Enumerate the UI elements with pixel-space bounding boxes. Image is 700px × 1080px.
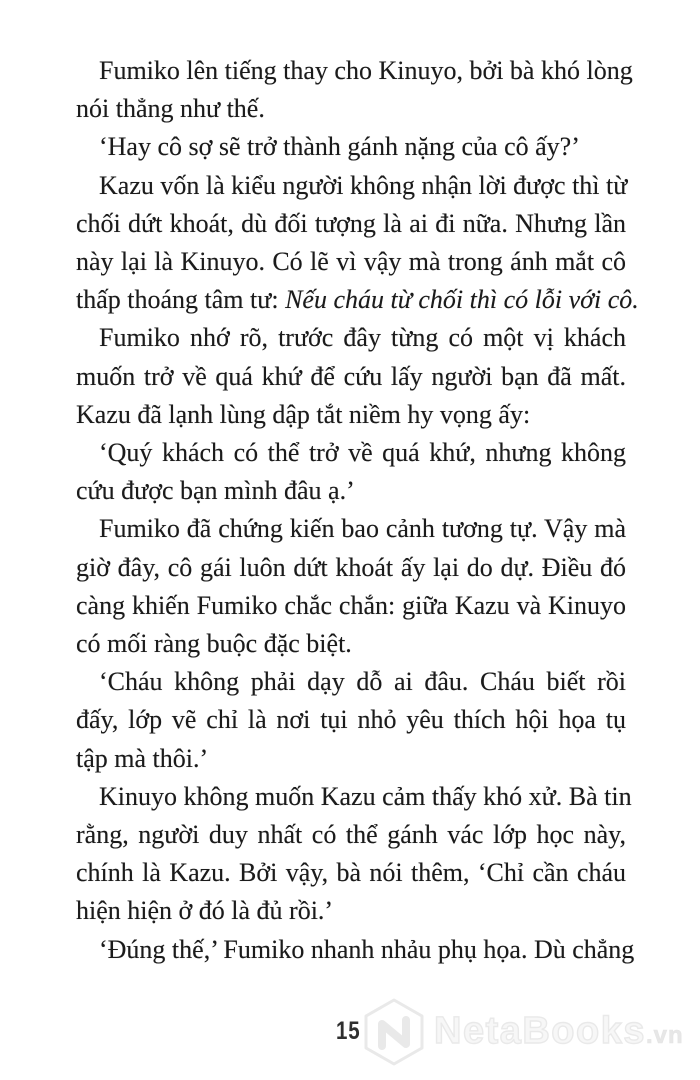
text-segment: hiện hiện ở đó là đủ rồi.’ — [76, 896, 334, 926]
text-segment: Fumiko đã chứng kiến bao cảnh tương tự. Vậy mà — [99, 514, 626, 544]
text-line — [76, 281, 639, 319]
text-segment: ‘Đúng thế,’ Fumiko nhanh nhảu phụ họa. Dù chẳng — [99, 934, 635, 964]
page-number: 15 — [336, 1017, 361, 1045]
text-line — [76, 625, 626, 663]
text-segment: giờ đây, cô gái luôn dứt khoát ấy lại do dự. Điều đó — [76, 552, 626, 582]
text-block — [76, 52, 639, 969]
text-line — [76, 128, 626, 166]
text-line — [76, 52, 633, 90]
text-line — [76, 663, 626, 701]
text-line — [76, 358, 626, 396]
text-line — [76, 90, 626, 128]
text-line — [76, 892, 626, 930]
text-segment: Fumiko nhớ rõ, trước đây từng có một vị khách — [99, 323, 626, 353]
text-segment: có mối ràng buộc đặc biệt. — [76, 629, 352, 659]
text-segment: Kazu đã lạnh lùng dập tắt niềm hy vọng ấy: — [76, 399, 531, 429]
text-segment: Kinuyo không muốn Kazu cảm thấy khó xử. Bà tin — [99, 781, 632, 811]
text-line — [76, 205, 626, 243]
watermark-brand: NetaBooks — [434, 1010, 646, 1052]
text-segment: ‘Hay cô sợ sẽ trở thành gánh nặng của cô ấy?’ — [99, 132, 580, 162]
text-segment: tập mà thôi.’ — [76, 743, 209, 773]
text-line — [76, 931, 635, 969]
text-line — [76, 778, 632, 816]
text-line — [76, 740, 626, 778]
text-segment: đấy, lớp vẽ chỉ là nơi tụi nhỏ yêu thích hội họa tụ — [76, 705, 626, 735]
text-segment: Kazu vốn là kiểu người không nhận lời được thì từ — [99, 170, 628, 200]
text-line — [76, 434, 626, 472]
page-footer — [0, 995, 700, 1075]
text-segment: chối dứt khoát, dù đối tượng là ai đi nữa. Nhưng lần — [76, 208, 626, 238]
text-segment: chính là Kazu. Bởi vậy, bà nói thêm, ‘Chỉ cần cháu — [76, 858, 626, 888]
watermark-brand-text — [434, 1010, 684, 1053]
text-segment: ‘Cháu không phải dạy dỗ ai đâu. Cháu biết rồi — [99, 667, 626, 697]
text-segment: Nếu cháu từ chối thì có lỗi với cô. — [285, 285, 639, 315]
text-segment: cứu được bạn mình đâu ạ.’ — [76, 476, 355, 506]
text-line — [76, 319, 626, 357]
text-line — [76, 701, 626, 739]
text-segment: nói thẳng như thế. — [76, 94, 265, 124]
text-line — [76, 243, 626, 281]
text-segment: thấp thoáng tâm tư: — [76, 285, 286, 315]
text-line — [76, 549, 626, 587]
text-segment: này lại là Kinuyo. Có lẽ vì vậy mà trong ánh mắt cô — [76, 247, 626, 277]
text-line — [76, 396, 626, 434]
text-line — [76, 854, 626, 892]
text-segment: càng khiến Fumiko chắc chắn: giữa Kazu và Kinuyo — [76, 590, 626, 620]
text-line — [76, 472, 626, 510]
text-line — [76, 816, 626, 854]
watermark-suffix: .vn — [646, 1022, 684, 1049]
text-line — [76, 587, 626, 625]
text-segment: rằng, người duy nhất có thể gánh vác lớp học này, — [76, 820, 626, 850]
netabooks-logo-icon — [360, 997, 428, 1067]
text-segment: Fumiko lên tiếng thay cho Kinuyo, bởi bà khó lòng — [99, 56, 633, 85]
text-line — [76, 167, 626, 205]
text-segment: muốn trở về quá khứ để cứu lấy người bạn đã mất. — [76, 361, 626, 391]
text-segment: ‘Quý khách có thể trở về quá khứ, nhưng không — [99, 438, 626, 468]
text-line — [76, 510, 626, 548]
